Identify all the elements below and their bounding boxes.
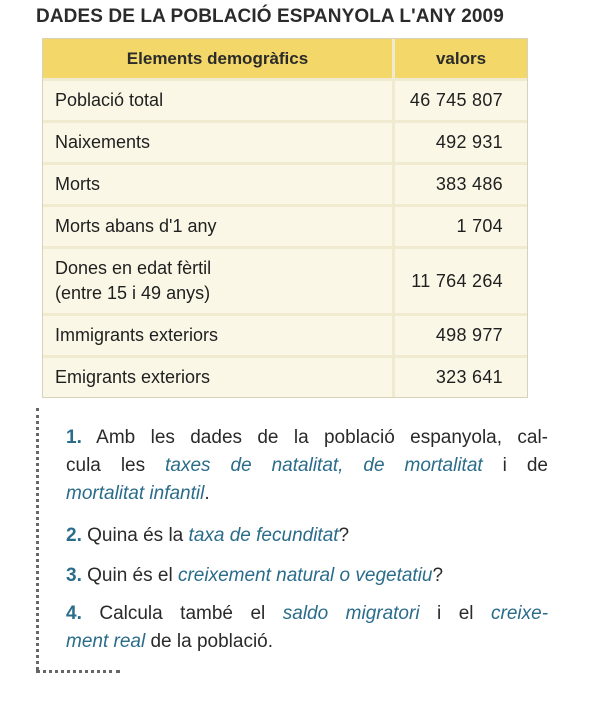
row-value: 11 764 264 — [394, 248, 528, 315]
question-number: 1. — [66, 427, 82, 448]
question-number: 4. — [66, 603, 82, 624]
row-value: 323 641 — [435, 367, 503, 387]
table-row — [43, 206, 527, 248]
question-2: 2. Quina és la taxa de fecunditat? — [66, 525, 350, 546]
question-4-line-2: ment real de la població. — [66, 631, 274, 652]
dotted-border-vertical — [36, 408, 39, 670]
header-elements: Elements demogràfics — [43, 39, 394, 80]
table-row — [43, 315, 527, 357]
row-label — [43, 248, 394, 315]
demographics-table — [42, 38, 528, 398]
key-term: saldo migratori — [282, 603, 420, 624]
row-label: Emigrants exteriors — [43, 357, 394, 398]
row-value: 383 486 — [394, 164, 528, 206]
exercise-questions — [36, 408, 549, 670]
table-row — [43, 122, 527, 164]
question-1-line-3: mortalitat infantil. — [66, 483, 210, 504]
row-value: 492 931 — [394, 122, 528, 164]
question-number: 3. — [66, 565, 82, 586]
key-term: mortalitat infantil — [66, 483, 205, 504]
row-label-line1: Dones en edat fèrtil — [55, 258, 212, 278]
table-row — [43, 80, 527, 122]
row-label: Morts abans d'1 any — [43, 206, 394, 248]
question-1 — [66, 424, 548, 508]
question-3: 3. Quin és el creixement natural o vegetatiu? — [66, 565, 444, 586]
question-1-line-1: 1. Amb les dades de la població espanyola, cal- — [66, 427, 548, 448]
key-term: taxa de fecunditat — [188, 525, 339, 546]
question-4-line-1: 4. Calcula també el saldo migratori i el creixe- — [66, 603, 549, 624]
key-term: ment real — [66, 631, 146, 652]
question-number: 2. — [66, 525, 82, 546]
row-label: Immigrants exteriors — [43, 315, 394, 357]
row-value: 46 745 807 — [394, 80, 528, 122]
row-label-line2: (entre 15 i 49 anys) — [55, 283, 211, 303]
key-term: creixement natural o vegetatiu — [177, 565, 433, 586]
question-1-line-2: cula les taxes de natalitat, de mortalitat i de — [66, 455, 548, 476]
header-values: valors — [394, 39, 528, 80]
dotted-border-horizontal — [36, 670, 120, 673]
key-term: taxes de natalitat, de mortalitat — [165, 455, 483, 476]
key-term: creixe- — [491, 603, 549, 624]
table-row — [43, 357, 527, 398]
table-header-row — [43, 39, 527, 80]
row-value: 1 704 — [394, 206, 528, 248]
table-row — [43, 248, 527, 315]
row-value: 498 977 — [394, 315, 528, 357]
table-row — [43, 164, 527, 206]
question-4 — [66, 600, 548, 656]
page-title: DADES DE LA POBLACIÓ ESPANYOLA L'ANY 2009 — [36, 6, 504, 27]
row-label: Població total — [43, 80, 394, 122]
row-label: Morts — [43, 164, 394, 206]
row-label: Naixements — [43, 122, 394, 164]
